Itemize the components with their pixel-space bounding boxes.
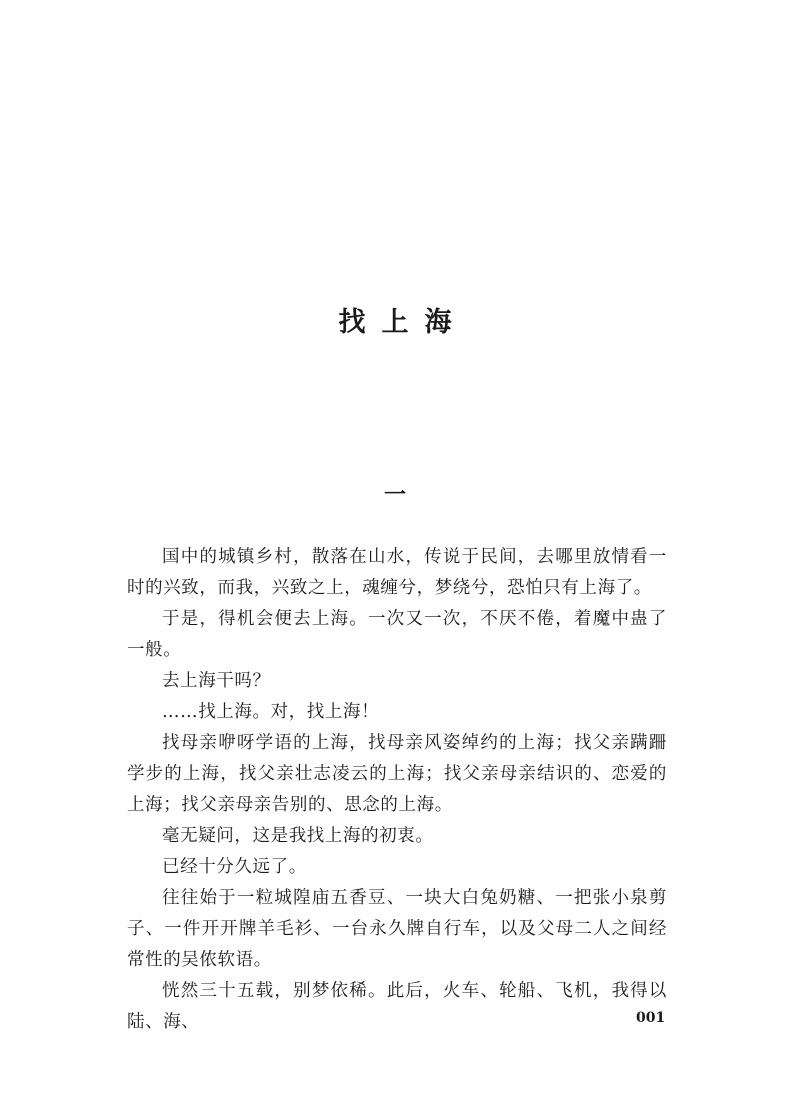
section-number: 一 — [383, 482, 406, 508]
paragraph: 毫无疑问，这是我找上海的初衷。 — [162, 826, 434, 846]
paragraph: 已经十分久远了。 — [162, 857, 307, 877]
paragraph: 去上海干吗？ — [162, 671, 271, 691]
paragraph: 国中的城镇乡村，散落在山水，传说于民间，去哪里放情看一时的兴致，而我，兴致之上，魂缠兮，梦绕兮，恐怕只有上海了。 — [127, 547, 667, 598]
chapter-title: 找上海 — [338, 307, 468, 338]
page-number: 001 — [636, 1010, 666, 1026]
paragraph: 找母亲咿呀学语的上海，找母亲风姿绰约的上海；找父亲蹒跚学步的上海，找父亲壮志凌云的上海；找父亲母亲结识的、恋爱的上海；找父亲母亲告别的、思念的上海。 — [127, 733, 667, 815]
body-text — [127, 542, 667, 1038]
paragraph: 恍然三十五载，别梦依稀。此后，火车、轮船、飞机，我得以陆、海、 — [127, 981, 667, 1032]
paragraph: ……找上海。对，找上海！ — [162, 702, 380, 722]
paragraph: 往往始于一粒城隍庙五香豆、一块大白兔奶糖、一把张小泉剪子、一件开开牌羊毛衫、一台永久牌自行车，以及父母二人之间经常性的吴侬软语。 — [127, 888, 667, 970]
paragraph: 于是，得机会便去上海。一次又一次，不厌不倦，着魔中蛊了一般。 — [127, 609, 667, 660]
